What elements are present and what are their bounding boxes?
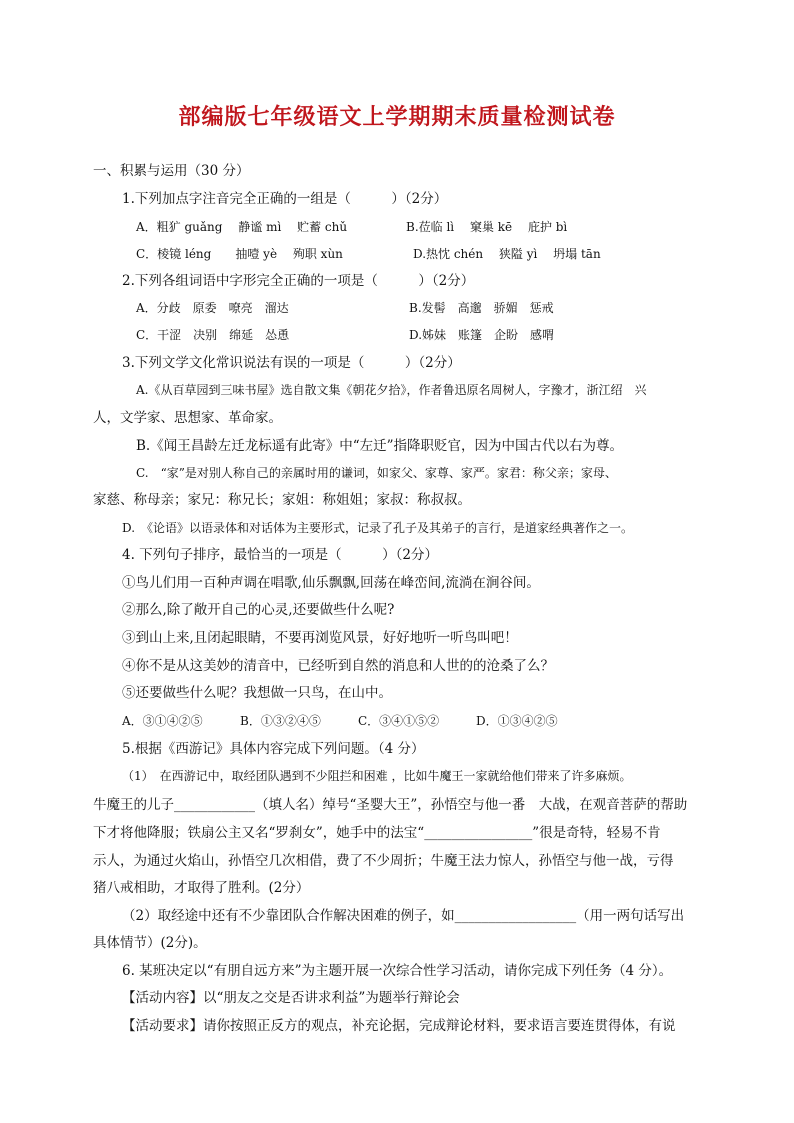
q2-option-c: C．干涩 决别 绵延 怂恿 xyxy=(136,328,290,342)
q2-option-d: D.姊妹 账篷 企盼 感喟 xyxy=(409,328,555,342)
q1-stem: 1.下列加点字注音完全正确的一组是（ ）（2分） xyxy=(122,191,448,207)
q1-option-c: C．棱镜 léng 抽噎 yè 殉职 xùn xyxy=(136,247,343,261)
q3-option-c-line1: C. “家”是对别人称自己的亲属时用的谦词，如家父、家尊、家严。家君：称父亲；家母、 xyxy=(136,466,617,480)
q4-option-b: B．①③②④⑤ xyxy=(240,714,321,728)
q4-sentence-3: ③到山上来,且闭起眼睛，不要再浏览风景，好好地听一听鸟叫吧！ xyxy=(122,630,518,646)
q5-paragraph-line3: 下才将他降服；铁扇公主又名“罗刹女”，她手中的法宝“________________”很是奇特，轻易不肯 xyxy=(93,825,661,841)
exam-title: 部编版七年级语文上学期期末质量检测试卷 xyxy=(178,104,616,130)
q5-stem: 5.根据《西游记》具体内容完成下列问题。（4 分） xyxy=(122,741,425,757)
q4-sentence-4: ④你不是从这美妙的清音中，已经听到自然的消息和人世的的沧桑了么？ xyxy=(122,658,554,674)
q2-option-a: A．分歧 原委 嘹亮 溜达 xyxy=(136,301,289,315)
q5-paragraph-line4: 示人，为通过火焰山，孙悟空几次相借，费了不少周折；牛魔王法力惊人，孙悟空与他一战，亏得 xyxy=(93,853,674,869)
q3-stem: 3.下列文学文化常识说法有误的一项是（ ）（2分） xyxy=(122,355,461,371)
q4-option-d: D．①③④②⑤ xyxy=(476,714,558,728)
q2-stem: 2.下列各组词语中字形完全正确的一项是（ ）（2分） xyxy=(122,273,475,289)
q5-paragraph-line1: （1） 在西游记中，取经团队遇到不少阻拦和困难 ，比如牛魔王一家就给他们带来了许多麻烦。 xyxy=(122,769,632,783)
q5-part2-line1: （2）取经途中还有不少靠团队合作解决困难的例子，如__________________（用一两句话写出 xyxy=(122,908,685,924)
q3-option-c-line2: 家慈、称母亲；家兄：称兄长；家姐：称姐姐；家叔：称叔叔。 xyxy=(93,492,471,508)
q4-sentence-2: ②那么,除了敞开自己的心灵,还要做些什么呢? xyxy=(122,602,395,618)
q3-option-a-line1: A.《从百草园到三味书屋》选自散文集《朝花夕拾》，作者鲁迅原名周树人，字豫才，浙江绍 兴 xyxy=(136,383,647,397)
q4-option-c: C．③④①⑤② xyxy=(358,714,440,728)
q1-option-d: D.热忱 chén 狭隘 yì 坍塌 tān xyxy=(413,247,601,261)
q6-stem: 6. 某班决定以“有朋自远方来”为主题开展一次综合性学习活动，请你完成下列任务（4 分）。 xyxy=(122,963,673,979)
q3-option-d: D. 《论语》以语录体和对话体为主要形式，记录了孔子及其弟子的言行，是道家经典著作之一。 xyxy=(122,521,634,535)
q4-option-a: A．③①④②⑤ xyxy=(122,714,203,728)
q5-paragraph-line5: 猪八戒相助，才取得了胜利。(2分） xyxy=(93,880,310,896)
q4-sentence-5: ⑤还要做些什么呢？我想做一只鸟，在山中。 xyxy=(122,685,392,701)
q4-sentence-1: ①鸟儿们用一百种声调在唱歌,仙乐飘飘,回荡在峰峦间,流淌在涧谷间。 xyxy=(122,575,540,591)
q5-part2-line2: 具体情节）(2分)。 xyxy=(93,935,207,951)
section-heading: 一、积累与运用（30 分） xyxy=(93,163,250,179)
q2-option-b: B.发髻 高邈 骄媚 惩戒 xyxy=(409,301,554,315)
q3-option-a-line2: 人，文学家、思想家、革命家。 xyxy=(93,410,282,426)
q5-paragraph-line2: 牛魔王的儿子____________（填人名）绰号“圣婴大王”，孙悟空与他一番 大战，在观音菩萨的帮助 xyxy=(93,797,688,813)
q6-activity-requirement: 【活动要求】请你按照正反方的观点，补充论据，完成辩论材料，要求语言要连贯得体，有说 xyxy=(122,1018,676,1034)
q3-option-b: B.《闻王昌龄左迁龙标遥有此寄》中“左迁”指降职贬官，因为中国古代以右为尊。 xyxy=(136,438,624,454)
q6-activity-content: 【活动内容】以“朋友之交是否讲求利益”为题举行辩论会 xyxy=(122,990,460,1006)
q4-stem: 4. 下列句子排序，最恰当的一项是（ ）（2分） xyxy=(122,547,439,563)
q1-option-a: A．粗犷 guǎng 静谧 mì 贮蓄 chǔ xyxy=(136,220,348,234)
q1-option-b: B.莅临 lì 窠巢 kē 庇护 bì xyxy=(406,220,568,234)
